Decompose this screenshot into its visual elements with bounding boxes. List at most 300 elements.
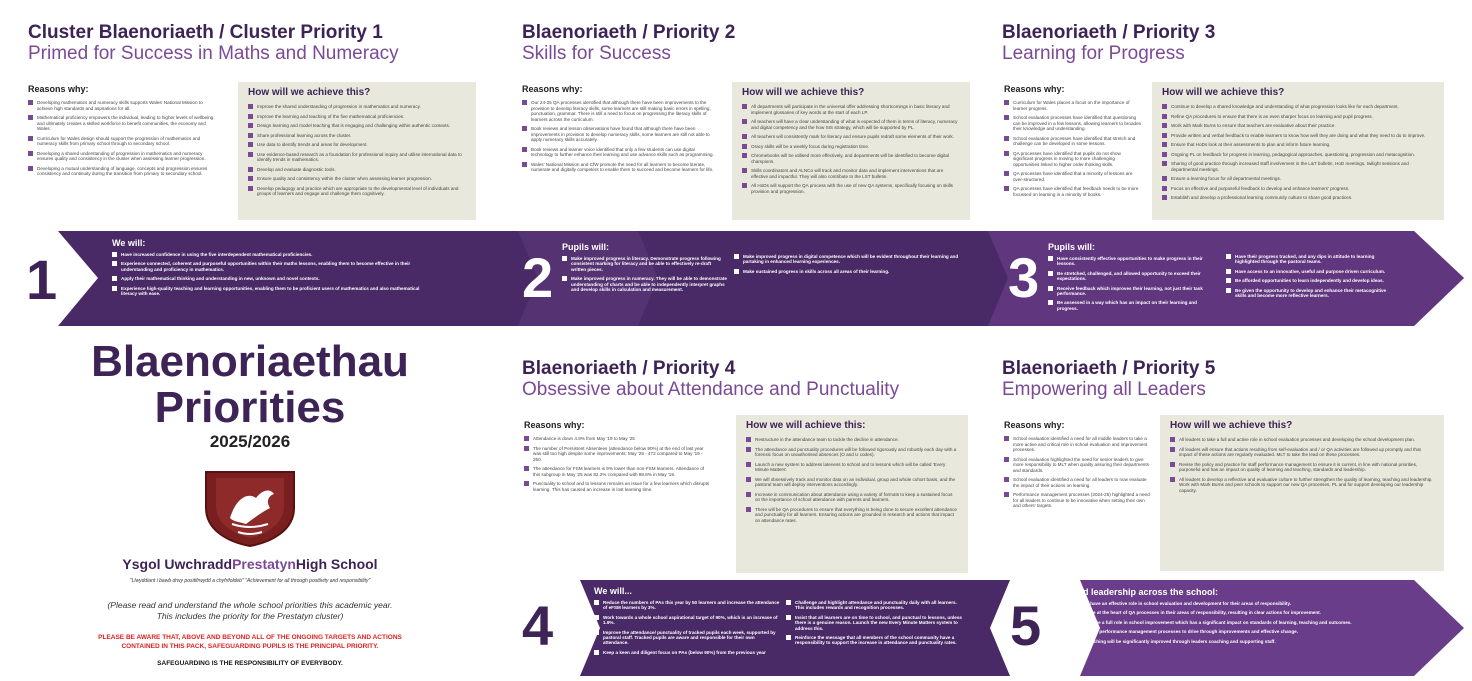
band2-list-a (562, 256, 727, 292)
bullet-square-icon (248, 133, 253, 138)
list-item (1004, 171, 1142, 182)
p3-how-list (1162, 104, 1434, 201)
band1-content (112, 238, 422, 300)
list-item (1226, 278, 1398, 283)
list-item-text: Book reviews and learner voice identified that only a few students can use digital technology to further enhance their learning and use advance skills such as programming. (531, 146, 714, 157)
list-item (746, 447, 958, 458)
list-item-text: Increase in communication about attendance using a variety of formats to keep a sustained focus on the importance of school attendance with parents and learners. (755, 491, 953, 502)
list-item-text: Restructure in the attendance team to tackle the decline in attendance. (755, 437, 899, 442)
list-item-text: Improve the shared understanding of progression in mathematics and numeracy. (257, 104, 421, 109)
list-item (248, 186, 466, 197)
list-item-text: Have increased confidence in using the five interdependent mathematical proficiencies. (121, 252, 313, 257)
list-item (248, 104, 466, 110)
list-item-text: Chromebooks will be utilised more effectively, and departments will be identified to become digital champions. (751, 153, 949, 164)
p5-reasons-heading: Reasons why: (1004, 420, 1065, 430)
list-item-text: Wales' National Mission and CfW promote the need for all learners to become literate, numerate and digitally competent to enable them to succeed and become learners for life. (531, 161, 714, 172)
note-line-2: This includes the priority for the Prestatyn cluster) (156, 611, 344, 621)
bullet-square-icon (742, 153, 747, 158)
list-item-text: Reinforce the message that all members of the school community have a responsibility to support the increase in attendance and punctuality rates. (795, 635, 957, 646)
list-item (1048, 271, 1218, 282)
p1-how-heading: How will we achieve this? (248, 87, 371, 98)
bullet-square-icon (1004, 151, 1009, 156)
p2-reasons-heading: Reasons why: (522, 84, 583, 94)
band5-heading: Improved leadership across the school: (1048, 587, 1219, 597)
school-name-english: High School (295, 556, 378, 572)
list-item (1048, 620, 1388, 625)
list-item (1162, 152, 1434, 158)
bullet-square-icon (1162, 104, 1167, 109)
band4-heading: We will... (594, 586, 632, 596)
list-item-text: Be assessed in a way which has an impact on their learning and progress. (1057, 300, 1197, 311)
school-name-welsh: Ysgol Uwchradd (122, 556, 233, 572)
list-item (742, 134, 960, 140)
p1-how-box (238, 82, 476, 220)
list-item (746, 437, 958, 443)
bullet-square-icon (248, 142, 253, 147)
list-item-text: Oracy skills will be a weekly focus during registration time. (751, 143, 870, 149)
list-item-text: Improve the learning and teaching of the five mathematical proficiencies. (257, 113, 405, 119)
list-item (1004, 186, 1142, 197)
list-item (112, 252, 422, 257)
list-item (28, 166, 218, 177)
list-item-text: QA processes have identified that a minority of lessons are over-structured. (1013, 171, 1133, 182)
band2-content-a (562, 242, 727, 296)
bullet-square-icon (28, 166, 33, 171)
list-item (524, 446, 712, 463)
p2-reasons (518, 78, 718, 177)
bullet-square-icon (524, 446, 529, 451)
list-item (594, 650, 780, 655)
band1-heading: We will: (112, 238, 146, 248)
list-item-text: Revise the policy and practice for staff performance management to ensure it is current, in line with national priorities, purposeful and has an impact on quality of learning and teaching, standards and leadership. (1179, 461, 1418, 472)
list-item-text: Experience connected, coherent and purposeful opportunities within their maths lessons, enabling them to become effective in their understanding and proficiency in mathematics. (121, 261, 411, 272)
band4-list-a (594, 600, 780, 655)
bullet-square-icon (1226, 254, 1231, 259)
list-item-text: Make improved progress in literacy. Demonstrate progress following consistent marking for literacy and be able to effectively re-draft written pieces. (571, 256, 721, 272)
p1-reasons-list (28, 100, 218, 177)
list-item-text: Refine QA procedures to ensure that there is an even sharper focus on learning and pupil progress. (1171, 113, 1373, 119)
list-item-text: School evaluation identified a need for all leaders to now evaluate the impact of their actions on learning. (1013, 477, 1147, 488)
list-item (1048, 629, 1388, 634)
list-item-text: All leaders will have a full role in school improvement which has a significant impact on standards of learning, teaching and outcomes. (1057, 619, 1352, 625)
bullet-square-icon (112, 286, 117, 291)
list-item-text: Make improved progress in digital competence which will be evident throughout their learning and partaking in enhanced learning experiences. (743, 254, 959, 265)
list-item-text: All teachers will consistently mark for literacy and ensure pupils redraft some elements of their work. (751, 134, 954, 139)
bullet-square-icon (594, 615, 599, 620)
list-item (746, 492, 958, 503)
p2-how-box (732, 82, 970, 220)
list-item-text: Keep a keen and diligent focus on PAs (below 90%) from the previous year (603, 649, 766, 655)
bullet-square-icon (28, 100, 33, 105)
list-item-text: Have consistently effective opportunities to make progress in their lessons. (1057, 256, 1203, 267)
bullet-square-icon (1004, 100, 1009, 105)
list-item-text: Work with Mark Burns to ensure that teachers are evaluative about their practice. (1171, 123, 1336, 128)
list-item (248, 114, 466, 120)
band1-list (112, 252, 422, 296)
list-item-text: School evaluation processes have identified that stretch and challenge can be developed in some lessons. (1013, 135, 1136, 146)
year-label: 2025/2026 (209, 432, 291, 451)
bullet-square-icon (1048, 271, 1053, 276)
list-item-text: Ensure that HoDs look at their assessments to plan and inform future learning. (1171, 142, 1331, 147)
list-item-text: Curriculum for Wales places a focus on the importance of learner progress. (1013, 100, 1130, 111)
list-item (524, 466, 712, 477)
list-item (1004, 136, 1142, 147)
list-item-text: All leaders to take a full and active role in school evaluation processes and developing the school development plan. (1179, 437, 1415, 442)
list-item (1170, 447, 1434, 458)
list-item-text: Curriculum for Wales design should support the progression of mathematics and numeracy skills from primary school through to secondary school. (37, 135, 201, 146)
bullet-square-icon (1162, 123, 1167, 128)
bullet-square-icon (742, 168, 747, 173)
bullet-square-icon (1226, 278, 1231, 283)
list-item (594, 615, 780, 626)
list-item (248, 142, 466, 148)
bullet-square-icon (1162, 161, 1167, 166)
list-item (746, 462, 958, 473)
list-item-text: All leaders will ensure that actions resulting from self-evaluation and / or QA activities are followed up promptly and that impact of these actions are regularly evaluated. MLT to take the lead on these processes. (1179, 446, 1421, 457)
list-item-text: Our 24-25 QA processes identified that although there have been improvements to the provision to develop literacy skills, some learners are still making basic errors in spelling, punctuation, grammar. There is still a need to focus on progressing the literacy skills of learners across the curriculum. (531, 100, 711, 122)
list-item-text: Developing a mutual understanding of language, concepts and progression ensures consistency and continuity during the transition from primary to secondary school. (37, 165, 208, 176)
list-item (112, 261, 422, 272)
list-item (112, 276, 422, 281)
list-item-text: Use data to identify trends and areas for development. (257, 142, 368, 147)
p3-subtitle: Learning for Progress (1002, 43, 1185, 64)
p3-how-heading: How will we achieve this? (1162, 87, 1285, 98)
bullet-square-icon (1004, 457, 1009, 462)
list-item-text: Share professional learning across the cluster. (257, 132, 352, 138)
list-item (1226, 254, 1398, 265)
list-item (594, 600, 780, 611)
list-item (1048, 256, 1218, 267)
p1-title: Cluster Blaenoriaeth / Cluster Priority 1 (28, 22, 383, 43)
bullet-square-icon (734, 254, 739, 259)
bullet-square-icon (742, 183, 747, 188)
list-item-text: Experience high-quality teaching and learning opportunities, enabling them to be proficient users of mathematics and also mathematical literacy with ease. (121, 285, 420, 297)
bullet-square-icon (562, 256, 567, 261)
bullet-square-icon (746, 447, 751, 452)
list-item-text: All leaders will have an effective role in school evaluation and development for their areas of responsibility. (1057, 601, 1292, 606)
list-item-text: Ongoing PL on feedback for progress in learning, pedagogical approaches, questioning, progression and metacognition. (1171, 151, 1415, 157)
band3-list-a (1048, 256, 1218, 311)
bullet-square-icon (522, 147, 527, 152)
list-item (522, 162, 714, 173)
list-item (28, 115, 218, 132)
main-title-2: Priorities (154, 383, 346, 432)
bullet-square-icon (594, 630, 599, 635)
list-item-text: All teachers will have a clear understanding of what is expected of them in terms of literacy, numeracy and digital competency and the how SIS strategy, which will be supported by PL. (751, 119, 958, 130)
list-item-text: School evaluation identified a need for all middle leaders to take a more active and critical role in school evaluation and improvement processes. (1013, 436, 1148, 452)
list-item-text: The number of Persistent Absentees (attendance below 90%) at the end of last year was still too high despite some improvements: May '25 - 472 compared to May '19 - 250. (533, 445, 704, 462)
list-item (28, 151, 218, 162)
list-item (1226, 288, 1398, 299)
bullet-square-icon (1048, 629, 1053, 634)
list-item (742, 183, 960, 194)
list-item (1162, 133, 1434, 139)
center-block (30, 337, 470, 452)
list-item (524, 436, 712, 442)
bullet-square-icon (786, 600, 791, 605)
list-item (742, 144, 960, 150)
band4-content-a (594, 586, 780, 659)
school-name-town: Prestatyn (232, 556, 296, 572)
list-item-text: All HoDs will support the QA process with the use of new QA systems, specifically focusing on skills provision and progression. (751, 183, 953, 194)
bullet-square-icon (742, 104, 747, 109)
list-item (742, 168, 960, 179)
bullet-square-icon (1048, 256, 1053, 261)
bullet-square-icon (734, 269, 739, 274)
list-item (1048, 286, 1218, 297)
list-item (1048, 639, 1388, 644)
safeguarding-text: SAFEGUARDING IS THE RESPONSIBILITY OF EVERYBODY. (157, 660, 343, 667)
bullet-square-icon (524, 481, 529, 486)
bullet-square-icon (1048, 601, 1053, 606)
list-item-text: The attendance and punctuality procedures will be followed rigorously and robustly each day with a forensic focus on unauthorised absences (O and U codes). (755, 446, 957, 457)
bullet-square-icon (112, 252, 117, 257)
list-item (742, 153, 960, 164)
list-item (1004, 100, 1142, 111)
list-item (112, 286, 422, 297)
bullet-square-icon (1004, 436, 1009, 441)
bullet-square-icon (742, 144, 747, 149)
main-title: Blaenoriaethau (91, 337, 409, 386)
list-item-text: Mathematical proficiency empowers the individual, leading to higher levels of wellbeing and ultimately creates a skilled workforce to benefit communities, the economy and Wales. (37, 115, 214, 131)
p4-subtitle: Obsessive about Attendance and Punctuality (522, 379, 900, 400)
list-item (1226, 269, 1398, 274)
p3-reasons-list (1004, 100, 1142, 197)
warning-line-1: PLEASE BE AWARE THAT, ABOVE AND BEYOND ALL OF THE ONGOING TARGETS AND ACTIONS (98, 634, 402, 641)
p3-how-box (1152, 82, 1444, 220)
bullet-square-icon (28, 151, 33, 156)
list-item-text: Reduce the numbers of PAs this year by 50 learners and increase the attendance of eFSM learners by 3%. (603, 600, 780, 611)
list-item (248, 123, 466, 129)
bullet-square-icon (1004, 492, 1009, 497)
bullet-square-icon (746, 437, 751, 442)
list-item (562, 256, 727, 272)
p5-title: Blaenoriaeth / Priority 5 (1002, 358, 1216, 379)
bullet-square-icon (1162, 176, 1167, 181)
list-item (1048, 610, 1388, 615)
list-item (1170, 437, 1434, 443)
p3-title: Blaenoriaeth / Priority 3 (1002, 22, 1216, 43)
list-item (28, 100, 218, 111)
band1-number: 1 (26, 248, 58, 311)
bullet-square-icon (524, 466, 529, 471)
bullet-square-icon (742, 134, 747, 139)
bullet-square-icon (1170, 447, 1175, 452)
list-item-text: Performance management processes (2024-25) highlighted a need for all leaders to continue to be innovative when setting their own and others' targets. (1013, 492, 1150, 508)
bullet-square-icon (1048, 610, 1053, 615)
list-item-text: Focus on effective and purposeful feedback to develop and enhance learners' progress. (1171, 185, 1350, 191)
list-item (28, 136, 218, 147)
p4-reasons (520, 414, 716, 496)
list-item (786, 635, 962, 646)
p2-subtitle: Skills for Success (522, 43, 671, 64)
bullet-square-icon (248, 114, 253, 119)
p3-reasons-heading: Reasons why: (1004, 84, 1065, 94)
bullet-square-icon (1162, 133, 1167, 138)
band3-list-b (1226, 254, 1398, 298)
band4-content-b (786, 600, 962, 650)
p5-reasons-list (1004, 436, 1150, 509)
list-item-text: Attendance is down 4.9% from May '19 to May '25 (533, 436, 635, 441)
list-item-text: Receive feedback which improves their learning, not just their task performance. (1057, 285, 1203, 297)
p2-reasons-list (522, 100, 714, 173)
list-item-text: Developing a shared understanding of progression in mathematics and numeracy ensures quality and consistency in the cluster when assessing learner progression. (37, 150, 206, 161)
p3-reasons (1000, 78, 1146, 201)
list-item-text: Ensure a learning focus for all departmental meetings. (1171, 176, 1282, 181)
list-item-text: All leaders to develop a reflective and evaluative culture to further strengthen the quality of learning, teaching and leadership. Work with Mark Burns and peer schools to support our new QA processes, PL and for support developing our leadership capacity. (1179, 476, 1433, 493)
bullet-square-icon (746, 492, 751, 497)
p5-reasons (1000, 414, 1154, 513)
bullet-square-icon (1048, 620, 1053, 625)
list-item (734, 269, 962, 274)
bullet-square-icon (1162, 152, 1167, 157)
bullet-square-icon (1162, 186, 1167, 191)
list-item-text: Book reviews and lesson observations have found that although there have been improvements in provision to develop numeracy skills, some learners are still not able to apply numeracy skills accurately. (531, 126, 710, 142)
band4-number: 4 (522, 594, 554, 657)
list-item (1170, 477, 1434, 494)
list-item (1162, 142, 1434, 148)
list-item-text: Establish and develop a professional learning community culture to share good practices. (1171, 195, 1353, 200)
list-item (1004, 477, 1150, 488)
list-item (1162, 114, 1434, 120)
list-item (1162, 176, 1434, 182)
bullet-square-icon (1048, 286, 1053, 291)
bullet-square-icon (248, 167, 253, 172)
list-item-text: Punctuality to school and to lessons remains an issue for a few learners which disrupts learning. This has caused an increase in lost learning time. (533, 481, 710, 492)
bullet-square-icon (746, 462, 751, 467)
bullet-square-icon (1226, 288, 1231, 293)
list-item-text: We will obsessively track and monitor data on an individual, group and whole cohort basis, and the pastoral team will deploy interventions accordingly. (755, 476, 956, 487)
p4-how-box (736, 415, 968, 573)
p5-how-heading: How will we achieve this? (1170, 420, 1293, 431)
warning-block (30, 633, 470, 651)
list-item-text: School evaluation processes have identified that questioning can be improved in a few lessons, allowing learners to broaden their knowledge and understanding. (1013, 115, 1142, 131)
list-item (1162, 186, 1434, 192)
list-item-text: Design learning and model teaching that is engaging and challenging within authentic contexts. (257, 123, 451, 128)
band3-content-a (1048, 242, 1218, 315)
note-block (30, 600, 470, 622)
p1-reasons-heading: Reasons why: (28, 84, 89, 94)
list-item-text: Make sustained progress in skills across all areas of their learning. (743, 268, 890, 274)
list-item (746, 477, 958, 488)
bullet-square-icon (742, 119, 747, 124)
list-item (742, 119, 960, 130)
bullet-square-icon (1170, 437, 1175, 442)
list-item (1048, 601, 1388, 606)
warning-line-2: CONTAINED IN THIS PACK, SAFEGUARDING PUPILS IS THE PRINCIPAL PRIORITY. (121, 643, 379, 650)
list-item-text: Be given the opportunity to develop and enhance their metacognitive skills and become more reflective learners. (1235, 287, 1387, 299)
bullet-square-icon (1004, 171, 1009, 176)
band5-content (1048, 587, 1388, 648)
p4-how-heading: How we will achieve this: (746, 420, 866, 431)
bullet-square-icon (1162, 114, 1167, 119)
list-item (248, 167, 466, 173)
bullet-square-icon (786, 615, 791, 620)
list-item-text: School evaluation highlighted the need for senior leaders to give more responsibility to MLT when quality assuring their departments and standards. (1013, 456, 1149, 473)
list-item-text: There will be QA procedures to ensure that everything is being done to secure excellent attendance and punctuality for all learners. Ensuring actions are grounded in research and actions that impact on attendance rates. (755, 506, 957, 523)
list-item-text: Skills coordinators and ALNCo will track and monitor data and implement interventions that are effective and impactful. They will also contribute to the LST bulletin. (751, 168, 944, 179)
band3-heading: Pupils will: (1048, 242, 1096, 252)
list-item (248, 152, 466, 163)
list-item-text: All leaders will use performance management processes to drive through improvements and effective change. (1057, 629, 1298, 635)
list-item (1048, 300, 1218, 311)
list-item (594, 630, 780, 646)
bullet-square-icon (248, 104, 253, 109)
bullet-square-icon (1004, 186, 1009, 191)
bullet-square-icon (248, 123, 253, 128)
list-item-text: Developing mathematics and numeracy skills supports Wales' National Mission to achieve high standards and aspirations for all. (37, 100, 203, 111)
list-item-text: The attendance for FSM learners is 9% lower than non-FSM learners. Attendance of this subgroup in May '25 was 82.2% compared with 88.6% in May '19. (533, 466, 705, 477)
bullet-square-icon (1162, 142, 1167, 147)
list-item (746, 507, 958, 524)
list-item-text: Learning and teaching will be significantly improved through leaders coaching and supporting staff. (1057, 638, 1276, 644)
list-item-text: Be afforded opportunities to learn independently and develop ideas. (1235, 278, 1384, 284)
p2-how-heading: How will we achieve this? (742, 87, 865, 98)
list-item (522, 126, 714, 143)
list-item-text: Sharing of good practice through increased staff involvement in the L&T bulletin, HoD meetings, twilight sessions and departmental meetings. (1171, 161, 1409, 172)
bullet-square-icon (248, 176, 253, 181)
list-item-text: All leaders will be at the heart of QA processes in their areas of responsibility, resulting in clear actions for improvement. (1057, 610, 1321, 616)
bullet-square-icon (112, 261, 117, 266)
bullet-square-icon (522, 126, 527, 131)
band5-list (1048, 601, 1388, 644)
list-item (1004, 436, 1150, 453)
bullet-square-icon (28, 115, 33, 120)
list-item (734, 254, 962, 265)
p1-how-list (248, 104, 466, 197)
list-item-text: Have access to an innovative, useful and purpose driven curriculum. (1235, 268, 1386, 274)
list-item-text: Challenge and highlight attendance and punctuality daily with all learners. This includes rewards and recognition processes. (795, 600, 957, 611)
bullet-square-icon (1004, 115, 1009, 120)
p1-subtitle: Primed for Success in Maths and Numeracy (28, 43, 399, 64)
band3-content-b (1226, 254, 1398, 302)
list-item-text: Develop pedagogy and practice which are appropriate to the developmental level of individuals and groups of learners and engage and challenge them cognitively. (257, 185, 459, 196)
list-item-text: Be stretched, challenged, and allowed opportunity to exceed their expectations. (1057, 270, 1201, 282)
bullet-square-icon (594, 600, 599, 605)
school-name (30, 556, 470, 572)
list-item-text: Insist that all learners are on time to school, and punctual to lessons, unless there is a genuine reason. Launch the new Every Minute Matters system to address this. (795, 614, 962, 631)
list-item-text: Apply their mathematical thinking and understanding in new, unknown and novel contexts. (121, 276, 320, 282)
band2-heading: Pupils will: (562, 242, 610, 252)
school-motto: "Llwyddiant i bawb drwy positifrwydd a chyfrifoldeb" "Achievement for all through positivity and responsibility" (129, 578, 371, 584)
list-item (786, 600, 962, 611)
list-item-text: Develop and evaluate diagnostic tools. (257, 166, 336, 172)
list-item (248, 176, 466, 182)
list-item-text: QA processes have identified that pupils do not show significant progress in moving to more challenging opportunities linked to higher order thinking skills. (1013, 150, 1121, 167)
bullet-square-icon (28, 136, 33, 141)
bullet-square-icon (746, 477, 751, 482)
p2-how-list (742, 104, 960, 194)
list-item-text: Ensure quality and consistency within the cluster when assessing learner progression. (257, 176, 432, 181)
band4-list-b (786, 600, 962, 646)
band5-number: 5 (1010, 594, 1042, 657)
list-item (1004, 115, 1142, 132)
bullet-square-icon (562, 276, 567, 281)
list-item-text: QA processes have identified that feedback needs to be more focussed on learning in a minority of books. (1013, 186, 1139, 197)
list-item (1162, 161, 1434, 172)
list-item-text: Provide written and verbal feedback to enable learners to know how well they are doing and what they need to do to improve. (1171, 132, 1426, 138)
list-item (524, 481, 712, 492)
bullet-square-icon (1004, 477, 1009, 482)
p5-how-box (1160, 415, 1444, 571)
bullet-square-icon (522, 162, 527, 167)
list-item (1162, 195, 1434, 201)
bullet-square-icon (524, 436, 529, 441)
list-item (248, 133, 466, 139)
list-item-text: Improve the attendance/ punctuality of tracked pupils each week, supported by pastoral staff. Tracked pupils are aware and responsible for their own attendance. (603, 629, 776, 646)
list-item (1004, 151, 1142, 168)
bullet-square-icon (1170, 477, 1175, 482)
